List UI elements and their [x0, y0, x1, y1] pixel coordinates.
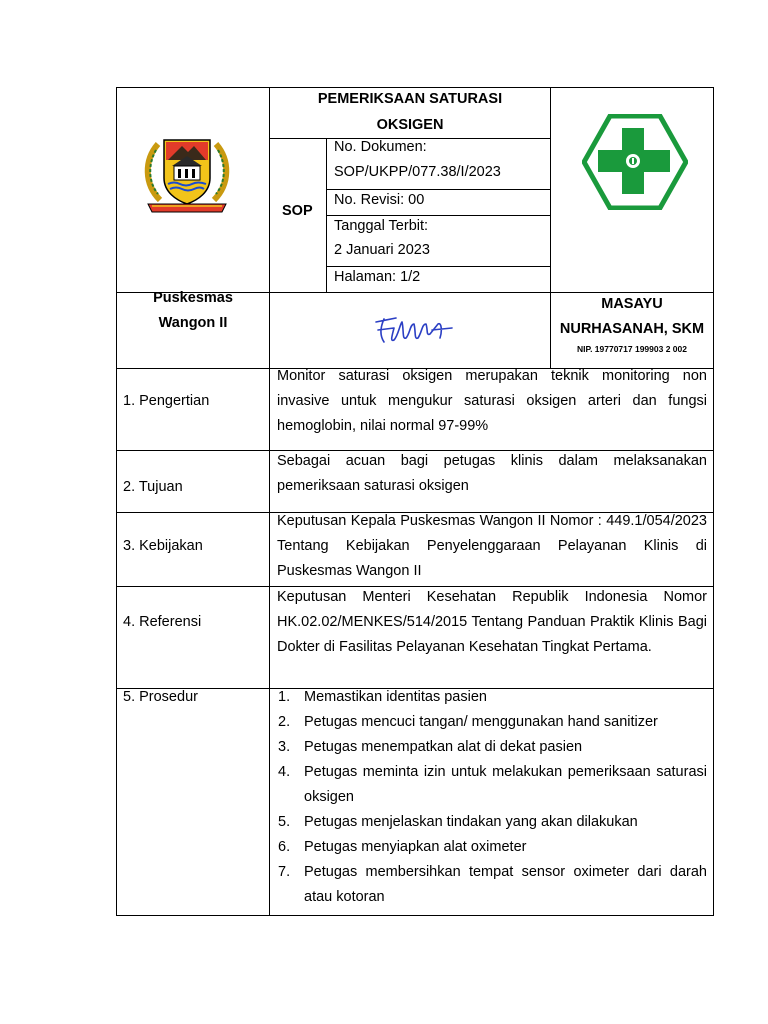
organization-name [116, 286, 270, 336]
section-label-prosedur: 5. Prosedur [123, 689, 198, 705]
list-item: 5. Petugas menjelaskan tindakan yang akan dilakukan [278, 814, 638, 830]
revision-number: No. Revisi: 00 [334, 192, 425, 208]
list-item: 4. Petugas meminta izin untuk melakukan pemeriksaan saturasi oksigen [278, 764, 707, 805]
regency-crest-logo [138, 126, 236, 218]
list-item: 2. Petugas mencuci tangan/ menggunakan hand sanitizer [278, 714, 658, 730]
signer-name [551, 292, 713, 342]
organization-name-line2: Wangon II [158, 315, 228, 331]
list-item: 3. Petugas menempatkan alat di dekat pasien [278, 739, 583, 755]
page-number: Halaman: 1/2 [334, 269, 421, 285]
section-label-pengertian: 1. Pengertian [123, 393, 210, 409]
signature-image [370, 310, 456, 350]
section-text-kebijakan: Keputusan Kepala Puskesmas Wangon II Nomor : 449.1/054/2023 Tentang Kebijakan Penyelenggaraan Pelayanan Klinis di Puskesmas Wangon II [277, 513, 707, 579]
section-text-tujuan: Sebagai acuan bagi petugas klinis dalam melaksanakan pemeriksaan saturasi oksigen [277, 453, 707, 494]
procedure-list [270, 685, 707, 910]
document-number-label: No. Dokumen: [334, 139, 427, 155]
section-text-pengertian: Monitor saturasi oksigen merupakan teknik monitoring non invasive untuk mengukur saturasi oksigen arteri dan fungsi hemoglobin, nilai normal 97-99% [277, 368, 707, 434]
document-title [270, 86, 550, 138]
signer-name-line1: MASAYU [601, 296, 663, 312]
organization-name-line1: Puskesmas [153, 290, 233, 306]
section-text-referensi: Keputusan Menteri Kesehatan Republik Indonesia Nomor HK.02.02/MENKES/514/2015 Tentang Panduan Praktik Klinis Bagi Dokter di Fasilitas Pelayanan Kesehatan Tingkat Pertama. [277, 589, 707, 655]
document-number-value: SOP/UKPP/077.38/I/2023 [334, 164, 501, 180]
section-label-kebijakan: 3. Kebijakan [123, 538, 203, 554]
document-title-line2: OKSIGEN [376, 117, 444, 133]
signer-name-line2: NURHASANAH, SKM [559, 321, 705, 337]
list-item: 7. Petugas membersihkan tempat sensor oximeter dari darah atau kotoran [278, 864, 707, 905]
document-title-line1: PEMERIKSAAN SATURASI [317, 91, 503, 107]
sop-label: SOP [282, 203, 313, 219]
list-item: 1. Memastikan identitas pasien [278, 689, 487, 705]
puskesmas-logo [582, 114, 688, 210]
issue-date-value: 2 Januari 2023 [334, 242, 430, 258]
section-label-referensi: 4. Referensi [123, 614, 202, 630]
list-item: 6. Petugas menyiapkan alat oximeter [278, 839, 527, 855]
section-label-tujuan: 2. Tujuan [123, 479, 183, 495]
signer-nip: NIP. 19770717 199903 2 002 [577, 344, 687, 354]
issue-date-label: Tanggal Terbit: [334, 218, 429, 234]
